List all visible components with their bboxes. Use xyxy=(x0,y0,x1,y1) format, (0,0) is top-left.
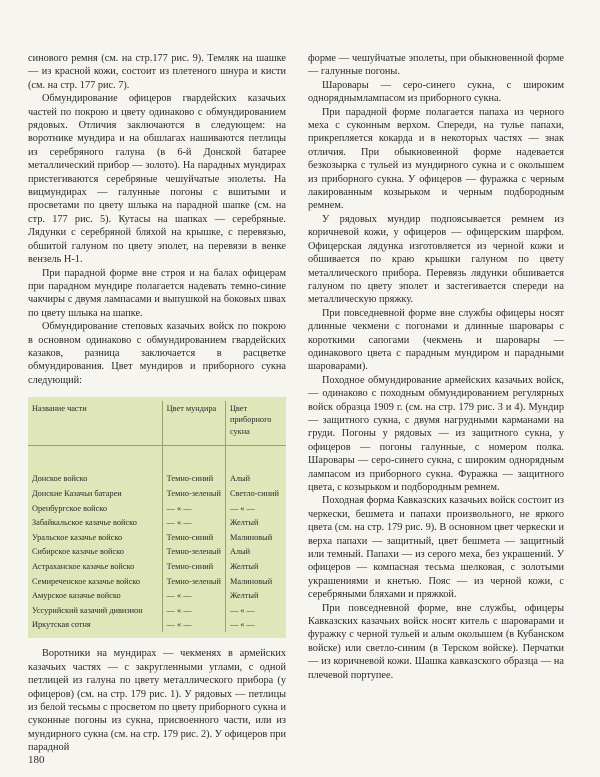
table-row xyxy=(28,516,286,531)
cell-unit: Уральское казачье войско xyxy=(32,532,123,542)
paragraph: При повседневной форме вне службы офицеры носят длинные чекмени с погонами и длинные шаровары с короткими сапогами (чекмень и шаровары — одинакового цвета с парадным мундиром и парадными шароварами). xyxy=(308,307,564,373)
table-row xyxy=(28,603,286,618)
cell-uniform-color: Темно-зеленый xyxy=(162,486,225,501)
paragraph: При повседневной форме, вне службы, офицеры Кавказских казачьих войск носят китель с шароварами и фуражку с черной тульей и алым околышем (в Кубанском войске) или светло-синим (в Терском войске). Перчатки — из коричневой кожи. Шашка кавказского образца — на плечевой портупее. xyxy=(308,602,564,681)
cell-uniform-color: Темно-зеленый xyxy=(162,545,225,560)
table-row xyxy=(28,589,286,604)
cell-uniform-color: Темно-синий xyxy=(162,559,225,574)
cell-unit: Семиреченское казачье войско xyxy=(32,576,141,586)
page-number: 180 xyxy=(28,754,45,766)
cell-facing-color: Алый xyxy=(225,445,286,486)
paragraph: Воротники на мундирах — чекменях в армейских казачьих частях — с закругленными углами, с одной петлицей из галуна по цвету металлического прибора (у офицеров) (см. на стр. 179 рис. 1). У рядовых — петлицы из белой тесьмы с просветом по цвету приборного сукна и суконные погоны из сукна, присвоенного части, или из мундирного сукна (см. на стр. 179 рис. 2). У офицеров при парадной xyxy=(28,648,286,754)
table-header-row xyxy=(28,401,286,445)
cell-unit: Уссурийский казачий дивизион xyxy=(32,605,143,615)
cell-uniform-color: Темно-синий xyxy=(162,445,225,486)
paragraph: синового ремня (см. на стр.177 рис. 9). Темляк на шашке — из красной кожи, состоит из плетеного шнура и кисти (см. на стр. 177 рис. 7). xyxy=(28,53,286,91)
cell-facing-color: — « — xyxy=(225,618,286,633)
cell-unit: Иркутская сотня xyxy=(32,620,91,630)
cell-unit: Астраханское казачье войско xyxy=(32,562,135,572)
paragraph: Обмундирование офицеров гвардейских казачьих частей по покрою и цвету одинаково с обмундированием рядовых. Отличия заключаются в следующем: на воротнике мундира и на обшлагах нашиваются петлицы из серебряного галуна (в 6-й Донской батарее металлический прибор — золото). На парадных мундирах пристегиваются серебряные чешуйчатые эполеты. На вицмундирах — галунные погоны с вшитыми и просветами по цвету шлыка на парадной шапке (см. на стр. 177 рис. 5). Кутасы на шапках — серебряные. Лядунки с серебряной бляхой на крышке, с перевязью, обшитой галуном по цвету эполет, на перевязи в венке вензель Н-1. xyxy=(28,93,286,266)
right-column xyxy=(308,52,564,682)
column-header-facing-color: Цвет приборного сукна xyxy=(225,401,286,445)
paragraph: Шаровары — серо-синего сукна, с широким одноряднымлампасом из приборного сукна. xyxy=(308,79,564,105)
paragraph: При парадной форме полагается папаха из черного меха с суконным верхом. Спереди, на тулье папахи, прикрепляется кокарда и в некоторых частях — знак отличия. При обыкновенной форме надевается безкозырка с тульей из мундирного сукна и с околышем из приборного сукна. У офицеров — фуражка с черным лакированным козырьком и черным подбородным ремнем. xyxy=(308,106,564,212)
cell-uniform-color: — « — xyxy=(162,618,225,633)
cell-facing-color: Светло-синий xyxy=(225,486,286,501)
cell-facing-color: Малиновый xyxy=(225,530,286,545)
table-row xyxy=(28,530,286,545)
cell-uniform-color: Темно-зеленый xyxy=(162,574,225,589)
uniform-colors-table xyxy=(28,397,286,638)
paragraph: Походная форма Кавказских казачьих войск состоит из черкески, бешмета и папахи произвольного, не яркого цвета (см. на стр. 179 рис. 9). В основном цвет черкески и верха папахи — защитный, цвет бешмета — защитный или темный. Папахи — из серого меха, без украшений. У офицеров — компасная тесьма шелковая, с золотыми украшениями и кнетью. Пояс — из черной кожи, с серебряными бляхами и пряжкой. xyxy=(308,495,564,601)
paragraph: У рядовых мундир подпоясывается ремнем из коричневой кожи, у офицеров — офицерским шарфом. Офицерская лядунка изготовляется из черной кожи и обшивается по краю крышки галуном по цвету металлического прибора. Перевязь лядунки обшивается галуном по цвету эполет и застегивается спереди на металлическую пряжку. xyxy=(308,213,564,306)
cell-facing-color: Алый xyxy=(225,545,286,560)
paragraph: При парадной форме вне строя и на балах офицерам при парадном мундире полагается надевать темно-синие чакчиры с двумя лампасами и выпушкой на боковых швах по цвету шлыка на шапке. xyxy=(28,267,286,319)
table-row xyxy=(28,545,286,560)
column-header-unit: Название части xyxy=(28,401,162,445)
paragraph: Обмундирование степовых казачьих войск по покрою в основном одинаково с обмундированием гвардейских казаков, разница заключается в расцветке обмундирования. Цвет мундиров и приборного сукна следующий: xyxy=(28,321,286,386)
table-row xyxy=(28,574,286,589)
cell-facing-color: — « — xyxy=(225,501,286,516)
column-header-uniform-color: Цвет мундира xyxy=(162,401,225,445)
table-row xyxy=(28,559,286,574)
cell-unit: Оренбургское войско xyxy=(32,503,108,513)
cell-unit: Донские Казачьи батареи xyxy=(32,489,122,499)
paragraph: Походное обмундирование армейских казачьих войск, — одинаково с походным обмундированием регулярных войск образца 1909 г. (см. на стр. 179 рис. 3 и 4). Мундир — защитного сукна, с двумя нагрудными карманами на груди. Погоны у рядовых — из защитного сукна, у офицеров — погоны галунные, с номером полка. Шаровары — серо-синего сукна, с широким однорядным лампасом из приборного сукна. Фуражка — защитного цвета, с козырьком и подбородным ремнем. xyxy=(308,374,564,493)
paragraph: форме — чешуйчатые эполеты, при обыкновенной форме — галунные погоны. xyxy=(308,53,564,78)
cell-uniform-color: — « — xyxy=(162,501,225,516)
cell-unit: Забайкальское казачье войско xyxy=(32,518,137,528)
cell-facing-color: Желтый xyxy=(225,516,286,531)
cell-facing-color: — « — xyxy=(225,603,286,618)
table-row xyxy=(28,486,286,501)
table-row xyxy=(28,618,286,633)
cell-facing-color: Желтый xyxy=(225,589,286,604)
cell-uniform-color: Темно-синий xyxy=(162,530,225,545)
table-row xyxy=(28,445,286,486)
cell-unit: Донское войско xyxy=(32,474,88,484)
table-row xyxy=(28,501,286,516)
cell-facing-color: Желтый xyxy=(225,559,286,574)
cell-unit: Сибирское казачье войско xyxy=(32,547,124,557)
left-column xyxy=(28,52,286,755)
cell-uniform-color: — « — xyxy=(162,589,225,604)
cell-unit: Амурское казачье войско xyxy=(32,591,121,601)
cell-uniform-color: — « — xyxy=(162,603,225,618)
cell-facing-color: Малиновый xyxy=(225,574,286,589)
cell-uniform-color: — « — xyxy=(162,516,225,531)
